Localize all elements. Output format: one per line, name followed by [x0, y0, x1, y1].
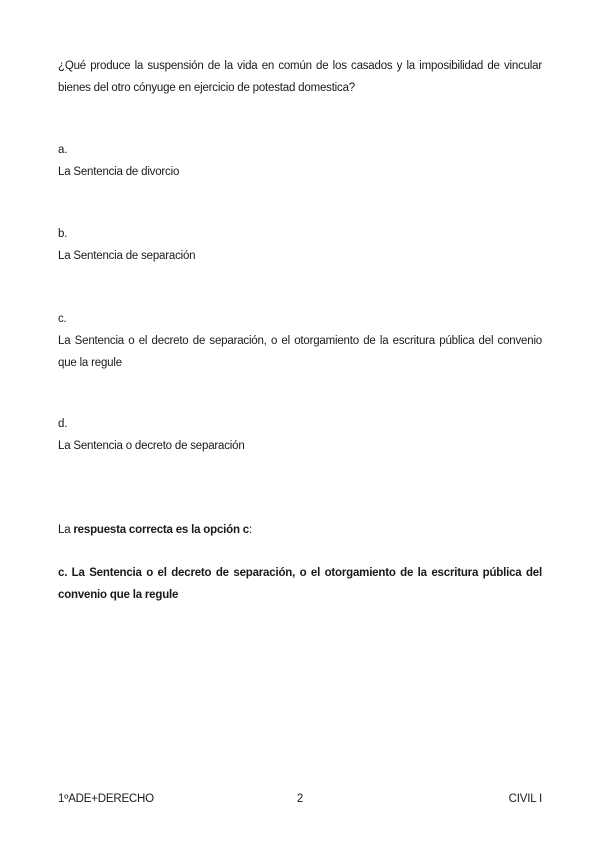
option-text: La Sentencia o decreto de separación	[58, 440, 245, 452]
answer-intro-prefix: La	[58, 524, 71, 536]
option-letter: d.	[58, 418, 68, 430]
option-letter: b.	[58, 228, 68, 240]
option-text: La Sentencia o el decreto de separación, o el otorgamiento de la escritura pública del convenio que la regule	[58, 335, 542, 369]
option-letter: a.	[58, 144, 68, 156]
option-text: La Sentencia de separación	[58, 250, 196, 262]
option-d	[58, 413, 542, 457]
option-text: La Sentencia de divorcio	[58, 166, 180, 178]
answer-full-text: c. La Sentencia o el decreto de separación, o el otorgamiento de la escritura pública del convenio que la regule	[58, 567, 542, 601]
question-text: ¿Qué produce la suspensión de la vida en común de los casados y la imposibilidad de vincular bienes del otro cónyuge en ejercicio de potestad domestica?	[58, 60, 542, 94]
option-b	[58, 223, 542, 267]
answer-intro	[58, 519, 542, 541]
option-a	[58, 139, 542, 183]
footer-subject: CIVIL I	[508, 793, 542, 805]
answer-intro-suffix: :	[248, 524, 252, 536]
option-c	[58, 308, 542, 374]
page-footer	[58, 790, 542, 808]
footer-course: 1ºADE+DERECHO	[58, 793, 154, 805]
footer-page-number: 2	[296, 793, 304, 805]
answer-intro-bold: respuesta correcta es la opción c	[73, 524, 249, 536]
option-letter: c.	[58, 313, 67, 325]
